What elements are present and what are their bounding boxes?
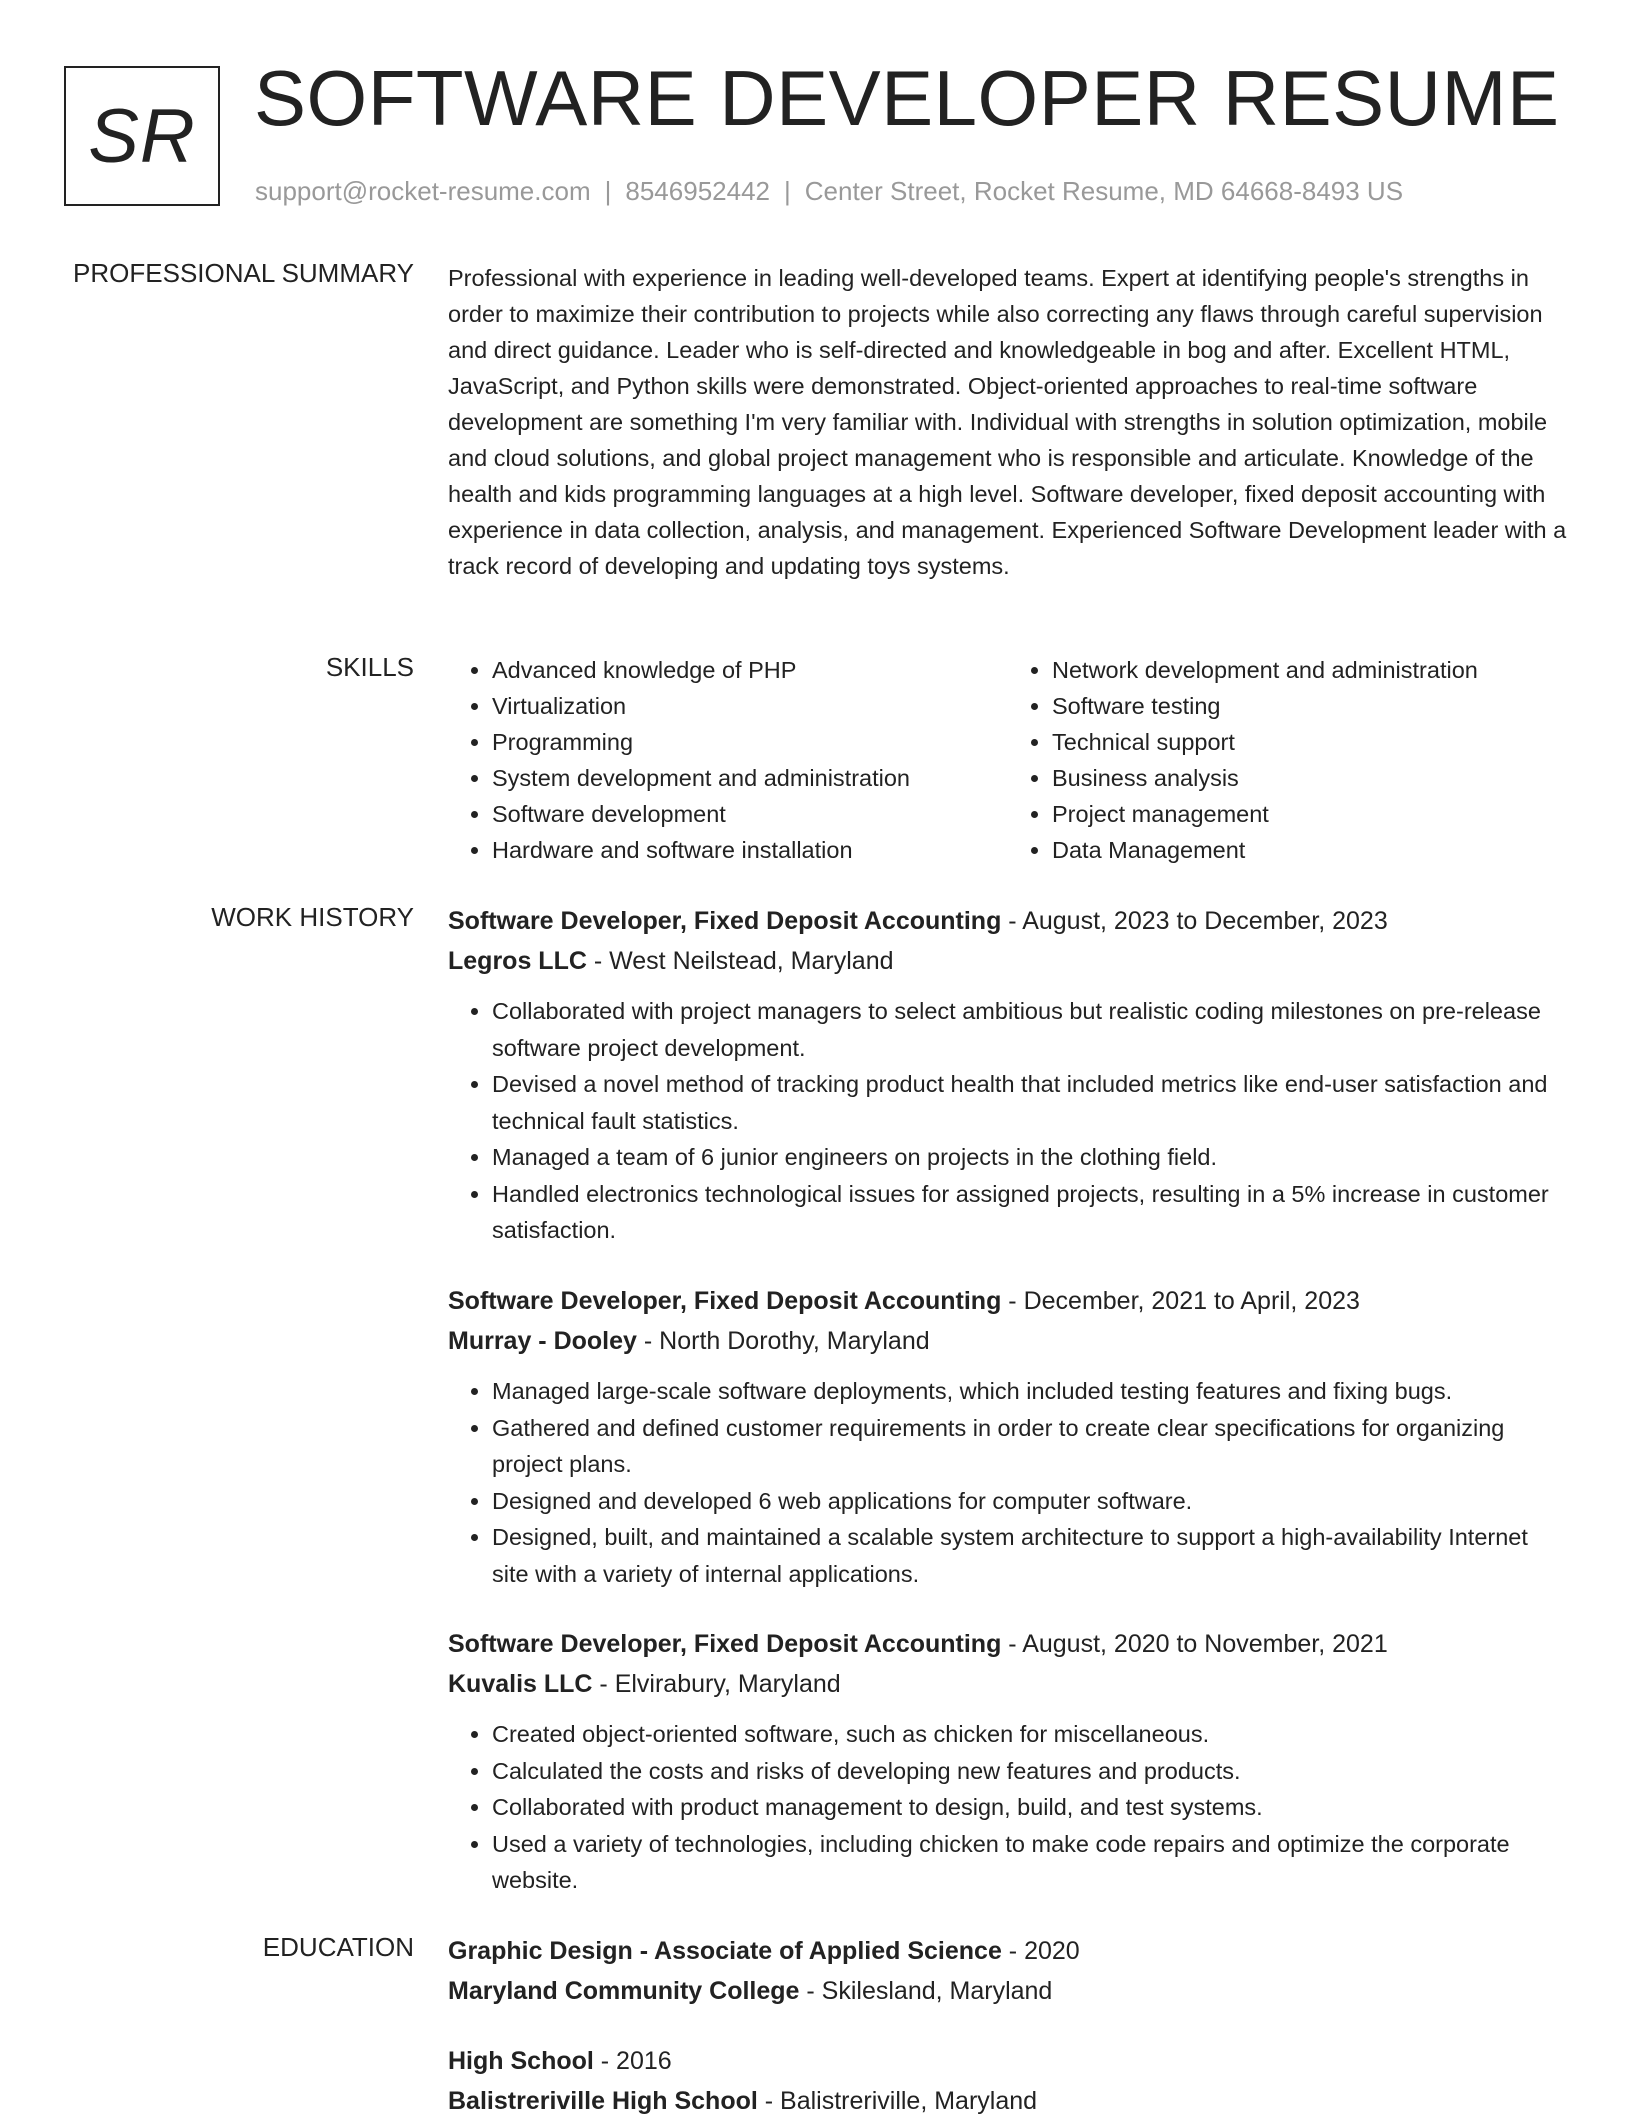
education-entry [448,1931,1568,2011]
job-location: - North Dorothy, Maryland [636,1327,930,1355]
job-company: Murray - Dooley [448,1327,637,1355]
education-year: - 2016 [593,2047,672,2075]
section-label-education: EDUCATION [262,1932,414,1962]
education-location: - Skilesland, Maryland [799,1977,1053,2005]
job-bullet: • Collaborated with product management to design, build, and test systems. [492,1789,1568,1826]
monogram-logo: SR [64,66,220,206]
job-entry [448,1624,1568,1899]
contact-line [255,176,1403,207]
education-school-line [448,2081,1568,2121]
skill-item: • Project management [1052,796,1568,832]
skill-item: • Programming [492,724,1008,760]
job-bullet: • Devised a novel method of tracking product health that included metrics like end-user satisfaction and technical fault statistics. [492,1066,1568,1139]
job-bullet: • Managed large-scale software deployments, which included testing features and fixing bugs. [492,1373,1568,1410]
job-title-line [448,1281,1568,1321]
section-label-work-history: WORK HISTORY [211,902,414,932]
skill-item: • Business analysis [1052,760,1568,796]
education-school-line [448,1971,1568,2011]
job-bullet: • Managed a team of 6 junior engineers on projects in the clothing field. [492,1139,1568,1176]
job-bullet: • Used a variety of technologies, including chicken to make code repairs and optimize the corporate website. [492,1826,1568,1899]
skill-item: • Network development and administration [1052,652,1568,688]
skill-item: • System development and administration [492,760,1008,796]
education-degree-line [448,1931,1568,1971]
job-title-line [448,1624,1568,1664]
job-company-line [448,1321,1568,1361]
skill-item: • Hardware and software installation [492,832,1008,868]
contact-separator: | [604,176,612,206]
job-location: - West Neilstead, Maryland [586,947,894,975]
skills-list [448,652,1568,868]
skills-column-left [448,652,1008,868]
job-bullet: • Designed, built, and maintained a scalable system architecture to support a high-availability Internet site with a variety of internal applications. [492,1519,1568,1592]
section-label-skills: SKILLS [325,652,414,682]
job-bullet: • Handled electronics technological issues for assigned projects, resulting in a 5% increase in customer satisfaction. [492,1176,1568,1249]
job-company: Kuvalis LLC [448,1670,593,1698]
education-degree: High School [448,2047,594,2075]
summary-text: Professional with experience in leading well-developed teams. Expert at identifying people's strengths in order to maximize their contribution to projects while also correcting any flaws through careful supervision and direct guidance. Leader who is self-directed and knowledgeable in bog and after. Excellent HTML, JavaScript, and Python skills were demonstrated. Object-oriented approaches to real-time software development are something I'm very familiar with. Individual with strengths in solution optimization, mobile and cloud solutions, and global project management who is responsible and articulate. Knowledge of the health and kids programming languages at a high level. Software developer, fixed deposit accounting with experience in data collection, analysis, and management. Experienced Software Development leader with a track record of developing and updating toys systems. [448,265,1567,579]
job-company: Legros LLC [448,947,587,975]
job-location: - Elvirabury, Maryland [592,1670,841,1698]
education-degree: Graphic Design - Associate of Applied Science [448,1937,1002,1965]
skill-item: • Data Management [1052,832,1568,868]
job-dates: - August, 2020 to November, 2021 [1001,1630,1388,1658]
contact-phone[interactable]: 8546952442 [625,176,770,206]
job-bullets [448,1716,1568,1899]
section-label-summary: PROFESSIONAL SUMMARY [73,258,414,288]
job-title-line [448,901,1568,941]
education-location: - Balistreriville, Maryland [757,2087,1038,2115]
job-title: Software Developer, Fixed Deposit Accounting [448,1630,1002,1658]
contact-address: Center Street, Rocket Resume, MD 64668-8493 US [804,176,1404,206]
job-title: Software Developer, Fixed Deposit Accounting [448,1287,1002,1315]
job-bullets [448,993,1568,1249]
job-dates: - December, 2021 to April, 2023 [1001,1287,1360,1315]
skills-column-right [1008,652,1568,868]
skill-item: • Software testing [1052,688,1568,724]
job-dates: - August, 2023 to December, 2023 [1001,907,1388,935]
job-company-line [448,1664,1568,1704]
education-degree-line [448,2041,1568,2081]
job-company-line [448,941,1568,981]
contact-separator: | [784,176,791,206]
page-title: SOFTWARE DEVELOPER RESUME [254,54,1560,142]
job-bullet: • Collaborated with project managers to select ambitious but realistic coding milestones on pre-release software project development. [492,993,1568,1066]
job-bullets [448,1373,1568,1592]
contact-email[interactable]: support@rocket-resume.com [255,176,591,206]
education-year: - 2020 [1001,1937,1080,1965]
education-school: Balistreriville High School [448,2087,758,2115]
job-bullet: • Created object-oriented software, such as chicken for miscellaneous. [492,1716,1568,1753]
skill-item: • Technical support [1052,724,1568,760]
job-bullet: • Calculated the costs and risks of developing new features and products. [492,1753,1568,1790]
job-bullet: • Designed and developed 6 web applications for computer software. [492,1483,1568,1520]
job-entry [448,1281,1568,1592]
skill-item: • Advanced knowledge of PHP [492,652,1008,688]
job-entry [448,901,1568,1249]
skill-item: • Software development [492,796,1008,832]
education-school: Maryland Community College [448,1977,800,2005]
education-entry [448,2041,1568,2121]
skill-item: • Virtualization [492,688,1008,724]
job-bullet: • Gathered and defined customer requirements in order to create clear specifications for organizing project plans. [492,1410,1568,1483]
job-title: Software Developer, Fixed Deposit Accounting [448,907,1002,935]
